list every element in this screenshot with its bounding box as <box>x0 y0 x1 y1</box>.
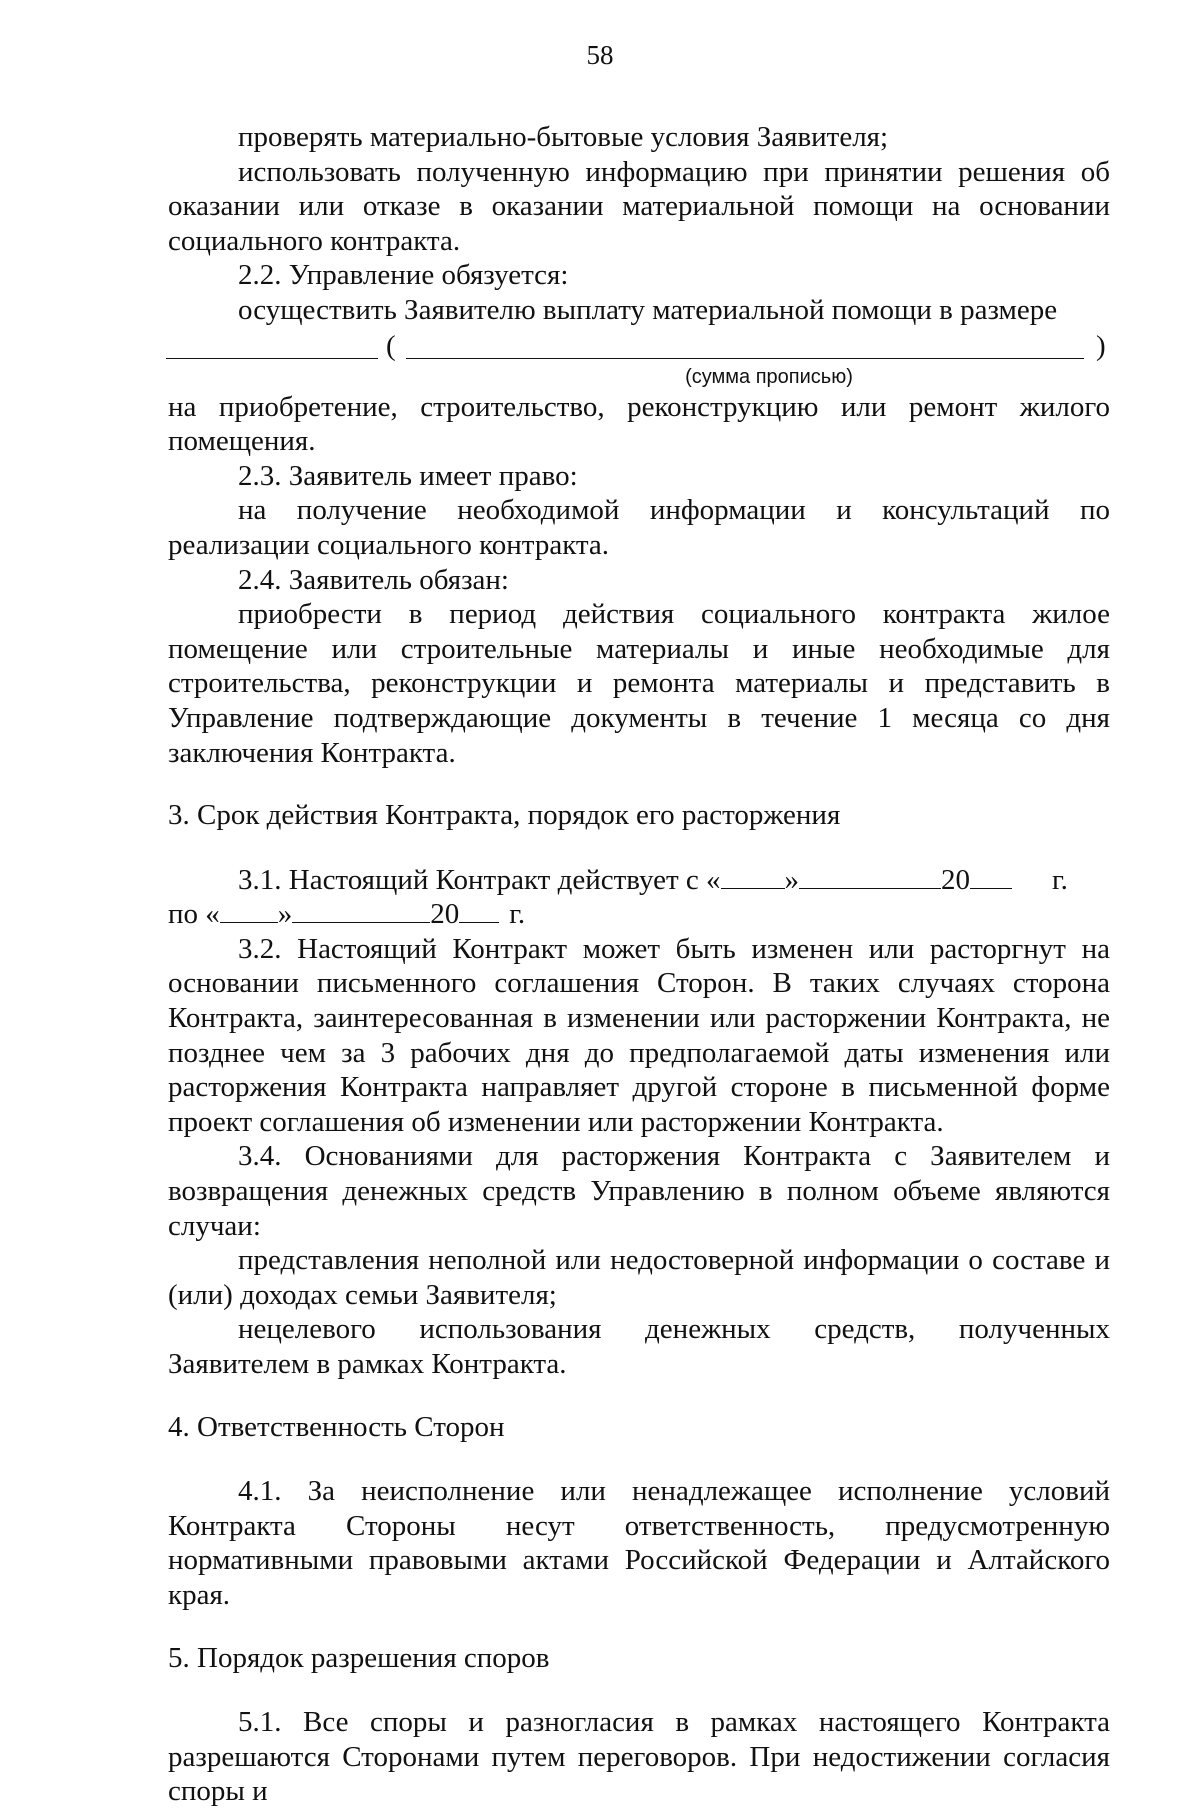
open-paren: ( <box>386 329 396 362</box>
clause-5-1: 5.1. Все споры и разногласия в рамках настоящего Контракта разрешаются Сторонами путем переговоров. При недостижении согласия споры и <box>168 1706 1110 1808</box>
clause-2-3-title: 2.3. Заявитель имеет право: <box>238 459 578 492</box>
amount-words-caption: (сумма прописью) <box>685 365 853 388</box>
amount-blank-line <box>168 330 1110 364</box>
clause-3-1-start-date <box>168 863 1110 898</box>
paragraph-check-conditions: проверять материально-бытовые условия Заявителя; <box>238 121 889 153</box>
close-quote: » <box>277 898 293 931</box>
amount-number-field[interactable] <box>166 358 378 359</box>
start-month-field[interactable] <box>799 864 941 889</box>
section-3-heading: 3. Срок действия Контракта, порядок его расторжения <box>168 799 841 832</box>
section-5-heading: 5. Порядок разрешения споров <box>168 1641 550 1674</box>
page-number: 58 <box>586 40 614 70</box>
end-year-field[interactable] <box>459 898 499 923</box>
clause-3-1-text: 3.1. Настоящий Контракт действует с « <box>238 863 721 896</box>
document-body <box>168 120 1110 1809</box>
clause-2-4-text: приобрести в период действия социального контракта жилое помещение или строительные материалы и иные необходимые для строительства, реконструкции и ремонта материалы и представить в Управление подтверждающие документы в течение 1 месяца со дня заключения Контракта. <box>168 598 1110 769</box>
clause-2-2-title: 2.2. Управление обязуется: <box>238 259 569 292</box>
end-date-prefix: по « <box>168 898 220 931</box>
start-year-field[interactable] <box>970 864 1012 889</box>
paragraph-use-information: использовать полученную информацию при принятии решения об оказании или отказе в оказании материальной помощи на основании социального контракта. <box>168 155 1110 257</box>
close-quote: » <box>784 863 800 896</box>
clause-2-2-text: осуществить Заявителю выплату материальной помощи в размере <box>238 293 1058 326</box>
clause-2-4-title: 2.4. Заявитель обязан: <box>238 563 509 596</box>
clause-3-1-end-date <box>168 897 1110 932</box>
clause-2-3-text: на получение необходимой информации и консультаций по реализации социального контракта. <box>168 494 1110 561</box>
end-day-field[interactable] <box>220 898 278 923</box>
start-day-field[interactable] <box>721 864 785 889</box>
clause-4-1: 4.1. За неисполнение или ненадлежащее исполнение условий Контракта Стороны несут ответственность, предусмотренную нормативными правовыми актами Российской Федерации и Алтайского края. <box>168 1475 1110 1611</box>
end-month-field[interactable] <box>292 898 430 923</box>
clause-3-2: 3.2. Настоящий Контракт может быть изменен или расторгнут на основании письменного соглашения Сторон. В таких случаях сторона Контракта, заинтересованная в изменении или расторжении Контракта, не позднее чем за 3 рабочих дня до предполагаемой даты изменения или расторжения Контракта направляет другой стороне в письменной форме проект соглашения об изменении или расторжении Контракта. <box>168 932 1110 1138</box>
close-paren: ) <box>1096 329 1106 362</box>
end-year-prefix: 20 <box>430 898 460 931</box>
start-year-prefix: 20 <box>941 863 971 896</box>
amount-words-field[interactable] <box>406 358 1084 359</box>
clause-3-4-case-2: нецелевого использования денежных средств, полученных Заявителем в рамках Контракта. <box>168 1313 1110 1380</box>
clause-3-4: 3.4. Основаниями для расторжения Контракта с Заявителем и возвращения денежных средств Управлению в полном объеме являются случаи: <box>168 1140 1110 1242</box>
clause-3-4-case-1: представления неполной или недостоверной информации о составе и (или) доходах семьи Заявителя; <box>168 1244 1110 1311</box>
end-year-suffix: г. <box>509 898 526 931</box>
start-year-suffix: г. <box>1052 863 1068 896</box>
clause-2-2-purpose: на приобретение, строительство, реконструкцию или ремонт жилого помещения. <box>168 390 1110 458</box>
section-4-heading: 4. Ответственность Сторон <box>168 1410 505 1443</box>
